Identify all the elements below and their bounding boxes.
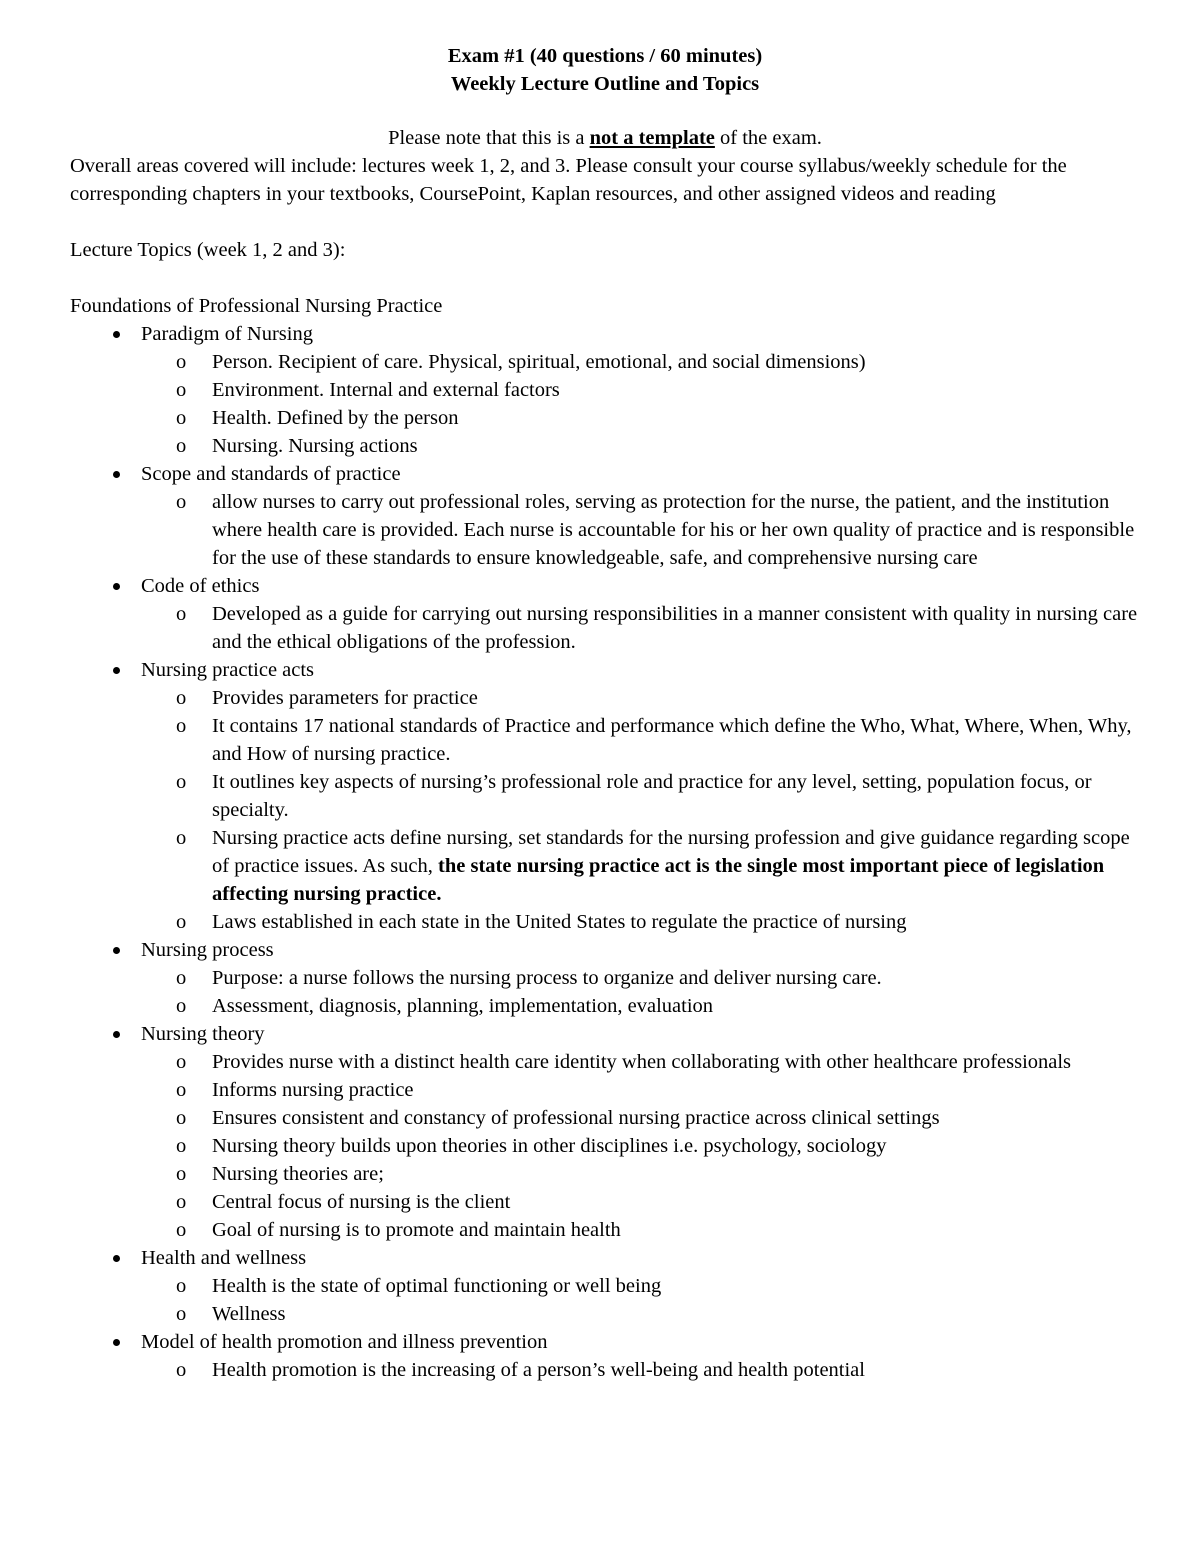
subtopic-text: It outlines key aspects of nursing’s professional role and practice for any level, setting, population focus, or specialty. (212, 771, 1092, 821)
subtopic-item (141, 908, 1140, 936)
subtopic-item (141, 1132, 1140, 1160)
circle-bullet-icon: o (176, 1275, 187, 1297)
circle-bullet-icon: o (176, 1359, 187, 1381)
circle-bullet-icon: o (176, 1107, 187, 1129)
topic-label: Scope and standards of practice (141, 463, 401, 485)
subtopic-text: Health promotion is the increasing of a person’s well-being and health potential (212, 1359, 865, 1381)
subtopic-text: Health. Defined by the person (212, 407, 459, 429)
subtopic-item (141, 1076, 1140, 1104)
note-text-after: of the exam. (714, 127, 822, 149)
topic-list (70, 320, 1140, 1384)
bullet-dot-icon (113, 331, 120, 338)
note-text-before: Please note that this is a (388, 127, 590, 149)
subtopic-text: Developed as a guide for carrying out nursing responsibilities in a manner consistent with quality in nursing care and the ethical obligations of the profession. (212, 603, 1138, 653)
subtopic-text: Ensures consistent and constancy of professional nursing practice across clinical settings (212, 1107, 940, 1129)
subtopic-text: Person. Recipient of care. Physical, spiritual, emotional, and social dimensions) (212, 351, 866, 373)
topic-item (70, 1244, 1140, 1328)
subtopic-list (141, 1272, 1140, 1328)
circle-bullet-icon: o (176, 407, 187, 429)
exam-title: Exam #1 (40 questions / 60 minutes) (447, 45, 763, 67)
subtopic-item (141, 1300, 1140, 1328)
circle-bullet-icon: o (176, 351, 187, 373)
circle-bullet-icon: o (176, 771, 187, 793)
circle-bullet-icon: o (176, 603, 187, 625)
bullet-dot-icon (113, 947, 120, 954)
subtopic-list (141, 488, 1140, 572)
subtopic-text: Laws established in each state in the United States to regulate the practice of nursing (212, 911, 907, 933)
template-note (70, 124, 1140, 152)
subtopic-list (141, 600, 1140, 656)
subtopic-text-plain: Nursing practice acts define nursing, set standards for the nursing profession and give guidance regarding scope of practice issues. As such, (212, 827, 1130, 877)
topic-item (70, 572, 1140, 656)
subtopic-text (212, 824, 1140, 908)
subtopic-text: Goal of nursing is to promote and maintain health (212, 1219, 621, 1241)
topic-label: Nursing theory (141, 1023, 265, 1045)
subtopic-text: allow nurses to carry out professional roles, serving as protection for the nurse, the patient, and the institution where health care is provided. Each nurse is accountable for his or her own quality of practice and is responsible for the use of these standards to ensure knowledgeable, safe, and comprehensive nursing care (212, 491, 1135, 569)
bullet-dot-icon (113, 471, 120, 478)
subtopic-item (141, 824, 1140, 908)
topic-label: Nursing process (141, 939, 274, 961)
subtopic-text: Health is the state of optimal functioning or well being (212, 1275, 662, 1297)
circle-bullet-icon: o (176, 1079, 187, 1101)
topic-label: Paradigm of Nursing (141, 323, 313, 345)
subtopic-item (141, 992, 1140, 1020)
note-emphasis: not a template (589, 127, 715, 149)
subtopic-list (141, 964, 1140, 1020)
circle-bullet-icon: o (176, 491, 187, 513)
bullet-dot-icon (113, 1339, 120, 1346)
circle-bullet-icon: o (176, 1219, 187, 1241)
subtopic-item (141, 1160, 1140, 1188)
document-page (70, 42, 1140, 1384)
subtopic-text: Nursing theories are; (212, 1163, 384, 1185)
circle-bullet-icon: o (176, 715, 187, 737)
bullet-dot-icon (113, 1031, 120, 1038)
circle-bullet-icon: o (176, 1135, 187, 1157)
subtopic-item (141, 768, 1140, 824)
subtopic-item (141, 432, 1140, 460)
circle-bullet-icon: o (176, 435, 187, 457)
outline-title: Weekly Lecture Outline and Topics (450, 73, 760, 95)
circle-bullet-icon: o (176, 1163, 187, 1185)
subtopic-item (141, 348, 1140, 376)
topic-item (70, 460, 1140, 572)
overall-areas-paragraph: Overall areas covered will include: lectures week 1, 2, and 3. Please consult your course syllabus/weekly schedule for the corresponding chapters in your textbooks, CoursePoint, Kaplan resources, and other assigned videos and reading (70, 155, 1067, 205)
topic-label: Nursing practice acts (141, 659, 315, 681)
subtopic-text: Nursing theory builds upon theories in other disciplines i.e. psychology, sociology (212, 1135, 887, 1157)
subtopic-item (141, 404, 1140, 432)
subtopic-list (141, 684, 1140, 936)
circle-bullet-icon: o (176, 995, 187, 1017)
bullet-dot-icon (113, 667, 120, 674)
circle-bullet-icon: o (176, 379, 187, 401)
subtopic-item (141, 1048, 1140, 1076)
circle-bullet-icon: o (176, 1051, 187, 1073)
subtopic-item (141, 488, 1140, 572)
circle-bullet-icon: o (176, 967, 187, 989)
subtopic-item (141, 600, 1140, 656)
subtopic-item (141, 964, 1140, 992)
topic-item (70, 320, 1140, 460)
subtopic-text: Assessment, diagnosis, planning, implementation, evaluation (212, 995, 714, 1017)
topic-label: Model of health promotion and illness prevention (141, 1331, 548, 1353)
subtopic-text: Provides parameters for practice (212, 687, 478, 709)
subtopic-text: Wellness (212, 1303, 286, 1325)
subtopic-text-bold: the state nursing practice act is the single most important piece of legislation affecting nursing practice. (212, 855, 1105, 905)
lecture-topics-heading: Lecture Topics (week 1, 2 and 3): (70, 239, 346, 261)
subtopic-text: Provides nurse with a distinct health care identity when collaborating with other healthcare professionals (212, 1051, 1072, 1073)
topic-item (70, 936, 1140, 1020)
topic-item (70, 656, 1140, 936)
circle-bullet-icon: o (176, 827, 187, 849)
subtopic-list (141, 1048, 1140, 1244)
subtopic-list (141, 348, 1140, 460)
subtopic-text: Purpose: a nurse follows the nursing process to organize and deliver nursing care. (212, 967, 882, 989)
subtopic-item (141, 1188, 1140, 1216)
bullet-dot-icon (113, 1255, 120, 1262)
bullet-dot-icon (113, 583, 120, 590)
subtopic-text: It contains 17 national standards of Practice and performance which define the Who, What, Where, When, Why, and How of nursing practice. (212, 715, 1132, 765)
topic-item (70, 1020, 1140, 1244)
circle-bullet-icon: o (176, 687, 187, 709)
circle-bullet-icon: o (176, 1303, 187, 1325)
section-heading: Foundations of Professional Nursing Practice (70, 295, 443, 317)
subtopic-item (141, 712, 1140, 768)
subtopic-item (141, 1104, 1140, 1132)
subtopic-item (141, 1216, 1140, 1244)
subtopic-list (141, 1356, 1140, 1384)
subtopic-item (141, 1356, 1140, 1384)
circle-bullet-icon: o (176, 1191, 187, 1213)
subtopic-text: Central focus of nursing is the client (212, 1191, 511, 1213)
subtopic-item (141, 376, 1140, 404)
topic-label: Code of ethics (141, 575, 260, 597)
subtopic-text: Informs nursing practice (212, 1079, 414, 1101)
subtopic-text: Nursing. Nursing actions (212, 435, 418, 457)
topic-item (70, 1328, 1140, 1384)
subtopic-item (141, 684, 1140, 712)
topic-label: Health and wellness (141, 1247, 307, 1269)
subtopic-item (141, 1272, 1140, 1300)
subtopic-text: Environment. Internal and external factors (212, 379, 560, 401)
circle-bullet-icon: o (176, 911, 187, 933)
